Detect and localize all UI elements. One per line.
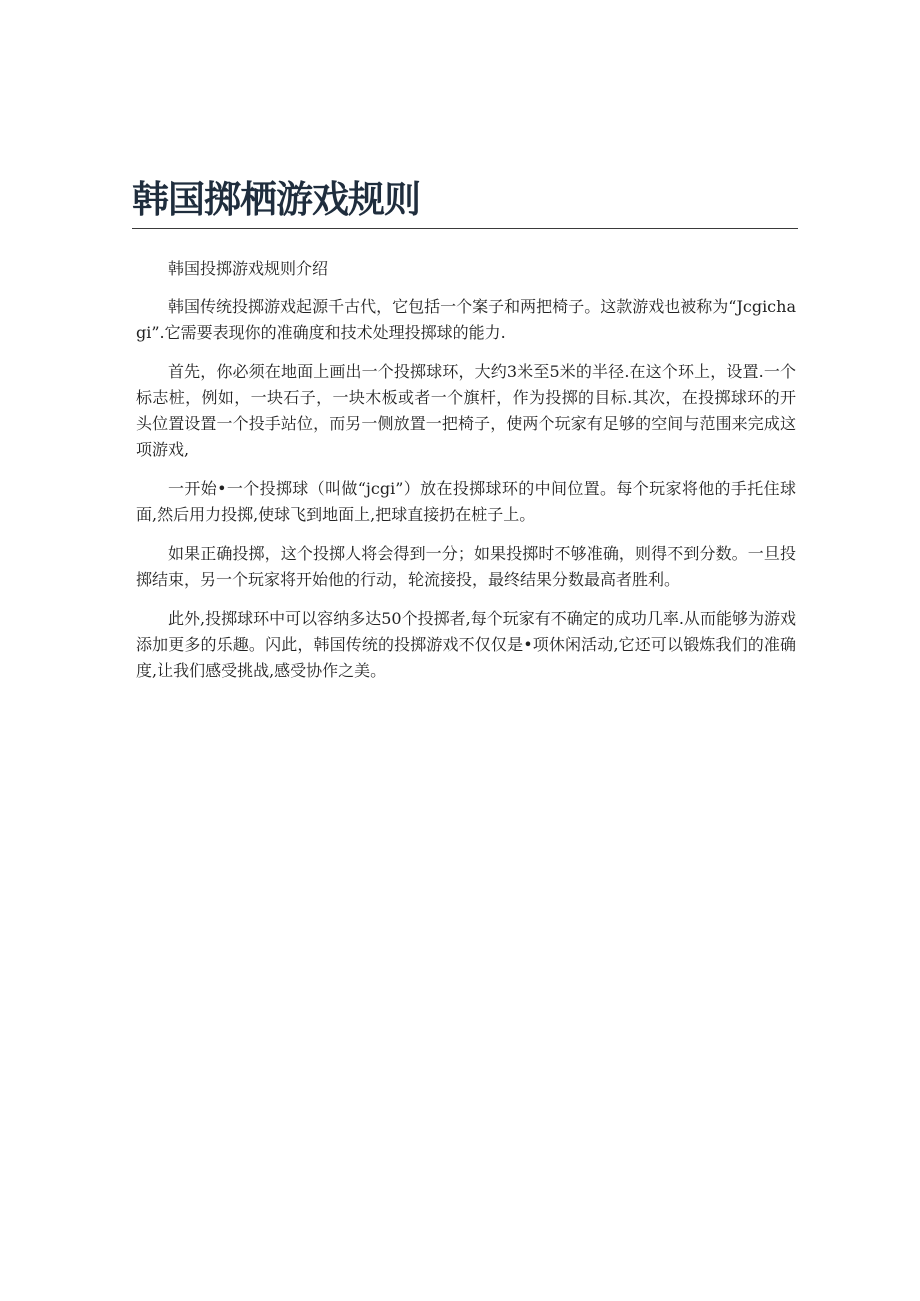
document-title: 韩国掷栖游戏规则	[132, 178, 420, 221]
paragraph-start: 一开始•一个投掷球（叫做“jcgi”）放在投掷球环的中间位置。每个玩家将他的手托住球面,然后用力投掷,使球飞到地面上,把球直接扔在桩子上。	[136, 479, 796, 524]
paragraph-scoring: 如果正确投掷，这个投掷人将会得到一分；如果投掷时不够准确，则得不到分数。一旦投掷结束，另一个玩家将开始他的行动，轮流接投，最终结果分数最高者胜利。	[136, 544, 796, 589]
paragraph-origin: 韩国传统投掷游戏起源千古代，它包括一个案子和两把椅子。这款游戏也被称为“Jcgichagi”.它需要表现你的准确度和技术处理投掷球的能力.	[136, 297, 796, 342]
document-body	[136, 256, 796, 697]
title-divider	[132, 228, 798, 229]
paragraph-setup: 首先，你必须在地面上画出一个投掷球环，大约3米至5米的半径.在这个环上，设置.一个标志桩，例如，一块石子，一块木板或者一个旗杆，作为投掷的目标.其次，在投掷球环的开头位置设置一个投手站位，而另一侧放置一把椅子，使两个玩家有足够的空间与范围来完成这项游戏,	[136, 362, 796, 459]
paragraph-intro: 韩国投掷游戏规则介绍	[168, 259, 329, 278]
paragraph-conclusion: 此外,投掷球环中可以容纳多达50个投掷者,每个玩家有不确定的成功几率.从而能够为游戏添加更多的乐趣。闪此，韩国传统的投掷游戏不仅仅是•项休闲活动,它还可以锻炼我们的准确度,让我们感受挑战,感受协作之美。	[136, 609, 796, 680]
